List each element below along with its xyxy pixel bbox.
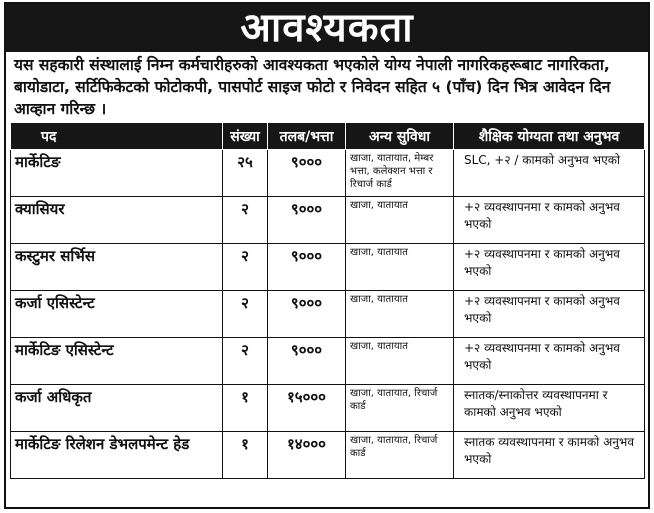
cell-count: २५ [223,150,268,197]
cell-post: कर्जा अधिकृत [11,385,223,432]
cell-qualification: SLC, +२ / कामको अनुभव भएको [454,150,645,197]
cell-qualification: स्नातक/स्नाकोत्तर व्यवस्थापनमा र कामको अनुभव भएको [454,385,645,432]
cell-count: १ [223,385,268,432]
cell-salary: ९००० [268,338,346,385]
cell-count: २ [223,197,268,244]
header-count: संख्या [223,123,268,150]
cell-qualification: स्नातक व्यवस्थापनमा र कामको अनुभव भएको [454,432,645,479]
cell-count: २ [223,291,268,338]
table-row [11,291,645,338]
cell-post: क्यासियर [11,197,223,244]
cell-salary: ९००० [268,197,346,244]
cell-salary: ९००० [268,291,346,338]
header-qualification: शैक्षिक योग्यता तथा अनुभव [454,123,645,150]
cell-qualification: +२ व्यवस्थापनमा र कामको अनुभव भएको [454,291,645,338]
cell-count: १ [223,432,268,479]
cell-facilities: खाजा, यातायात, रिचार्ज कार्ड [346,432,454,479]
table-row [11,338,645,385]
cell-post: मार्केटिङ एसिस्टेन्ट [11,338,223,385]
cell-post: मार्केटिङ [11,150,223,197]
notice-title: आवश्यकता [6,4,648,52]
cell-post: कर्जा एसिस्टेन्ट [11,291,223,338]
cell-salary: १४००० [268,432,346,479]
notice-intro: यस सहकारी संस्थालाई निम्न कर्मचारीहरुको आवश्यकता भएकोले योग्य नेपाली नागरिकहरूबाट नागरिकता, बायोडाटा, सर्टिफिकेटको फोटोकपी, पासपोर्ट साइज फोटो र निवेदन सहित ५ (पाँच) दिन भित्र आवेदन दिन आव्हान गरिन्छ । [14,56,611,118]
cell-qualification: +२ व्यवस्थापनमा र कामको अनुभव भएको [454,197,645,244]
cell-post: मार्केटिङ रिलेशन डेभलपमेन्ट हेड [11,432,223,479]
cell-salary: १५००० [268,385,346,432]
vacancy-table [10,122,645,479]
table-row [11,385,645,432]
header-facilities: अन्य सुविधा [346,123,454,150]
cell-post: कस्टुमर सर्भिस [11,244,223,291]
table-header-row [11,123,645,150]
cell-facilities: खाजा, यातायात [346,197,454,244]
header-post: पद [11,123,223,150]
cell-facilities: खाजा, यातायात [346,291,454,338]
table-row [11,150,645,197]
cell-qualification: +२ व्यवस्थापनमा र कामको अनुभव भएको [454,244,645,291]
cell-qualification: +२ व्यवस्थापनमा र कामको अनुभव भएको [454,338,645,385]
table-row [11,432,645,479]
cell-salary: ९००० [268,150,346,197]
cell-facilities: खाजा, यातायात, मेम्बर भत्ता, कलेक्शन भत्ता र रिचार्ज कार्ड [346,150,454,197]
cell-count: २ [223,338,268,385]
cell-salary: ९००० [268,244,346,291]
table-row [11,244,645,291]
vacancy-notice [4,2,650,509]
cell-facilities: खाजा, यातायात [346,244,454,291]
cell-facilities: खाजा, यातायात, रिचार्ज कार्ड [346,385,454,432]
cell-facilities: खाजा, यातायात [346,338,454,385]
cell-count: २ [223,244,268,291]
table-row [11,197,645,244]
header-salary: तलब/भत्ता [268,123,346,150]
